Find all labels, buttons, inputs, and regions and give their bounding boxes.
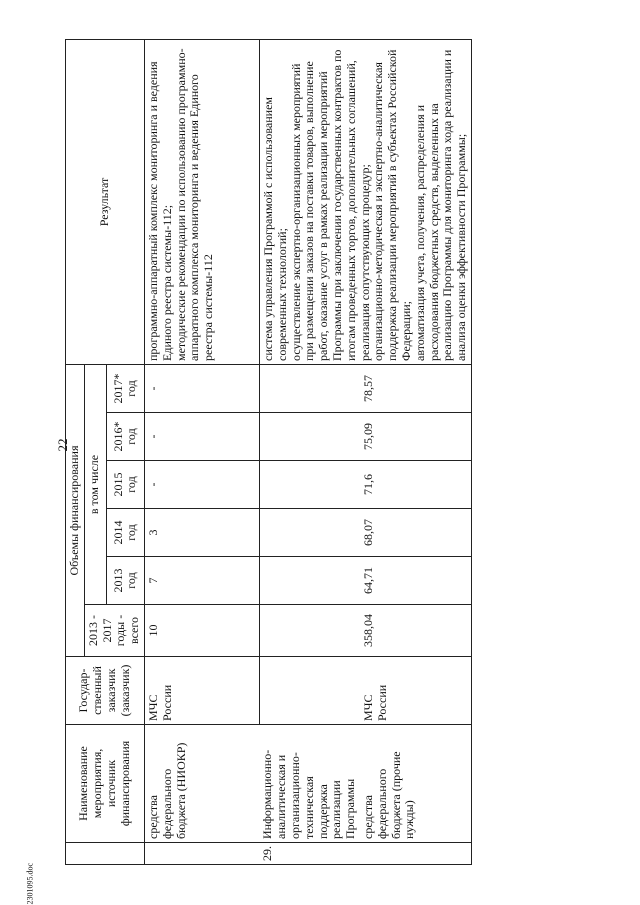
row1-2015: - [144, 461, 259, 509]
result-line: автоматизация учета, получения, распределения и расходования бюджетных средств, выделенных на реализацию Программы для мониторинга хода реализации и анализа оценки эффективности Программы; [412, 49, 469, 361]
row3-2013: 64,71 [360, 557, 471, 605]
header-2014: 2014 год [106, 509, 144, 557]
row1-num [144, 843, 259, 865]
header-2013: 2013 год [106, 557, 144, 605]
table-row [259, 39, 360, 864]
header-incl: в том числе [84, 364, 106, 604]
table-row [144, 39, 259, 864]
result-line: программно-аппаратный комплекс мониторинга и ведения Единого реестра системы-112; [145, 61, 174, 361]
row1-2013: 7 [144, 557, 259, 605]
header-volumes: Объемы финансирования [66, 364, 85, 656]
result-line: методические рекомендации по использованию программно-аппаратного комплекса мониторинга и ведения Единого реестра системы-112 [173, 48, 216, 361]
row3-2017: 78,57 [360, 364, 471, 412]
page-number: 22 [55, 438, 70, 452]
row1-2014: 3 [144, 509, 259, 557]
result-line: система управления Программой с использованием современных технологий; [260, 96, 289, 361]
row1-2017: - [144, 364, 259, 412]
row1-customer: МЧС России [144, 657, 259, 725]
header-2016: 2016* год [106, 413, 144, 461]
row2-result [259, 39, 471, 364]
result-line: организационно-методическая и экспертно-аналитическая поддержка реализации мероприятий в субъектах Российской Федерации; [371, 49, 413, 361]
row3-name: средства федерального бюджета (прочие нужды) [360, 725, 471, 843]
financing-table [65, 39, 472, 865]
row3-2014: 68,07 [360, 509, 471, 557]
row2-name: Информационно-аналитическая и организационно-техническая поддержка реализации Программы [259, 725, 360, 843]
row1-name: средства федерального бюджета (НИОКР) [144, 725, 259, 843]
header-result: Результат [66, 39, 145, 364]
rotated-table-wrapper [65, 40, 535, 865]
row1-total: 10 [144, 605, 259, 657]
row1-result [144, 39, 259, 364]
row1-2016: - [144, 413, 259, 461]
header-2015: 2015 год [106, 461, 144, 509]
footer-filename: 2301095.doc [25, 862, 35, 905]
row3-2015: 71,6 [360, 461, 471, 509]
row2-num: 29. [259, 843, 471, 865]
row3-total: 358,04 [360, 605, 471, 657]
result-line: осуществление экспертно-организационных мероприятий при размещении заказов на поставки товаров, выполнение работ, оказание услуг в рамках реализации мероприятий Программы при заключении государственных контрактов по итогам проведенных торгов, дополнительных соглашений, реализация сопутствующих процедур; [288, 49, 372, 361]
header-customer: Государ-ственный заказчик (заказчик) [66, 657, 145, 725]
header-total: 2013 - 2017 годы - всего [84, 605, 144, 657]
header-name: Наименование мероприятия, источник финансирования [66, 725, 145, 843]
row3-customer: МЧС России [360, 657, 471, 725]
header-num [66, 843, 145, 865]
header-2017: 2017* год [106, 364, 144, 412]
row3-2016: 75,09 [360, 413, 471, 461]
